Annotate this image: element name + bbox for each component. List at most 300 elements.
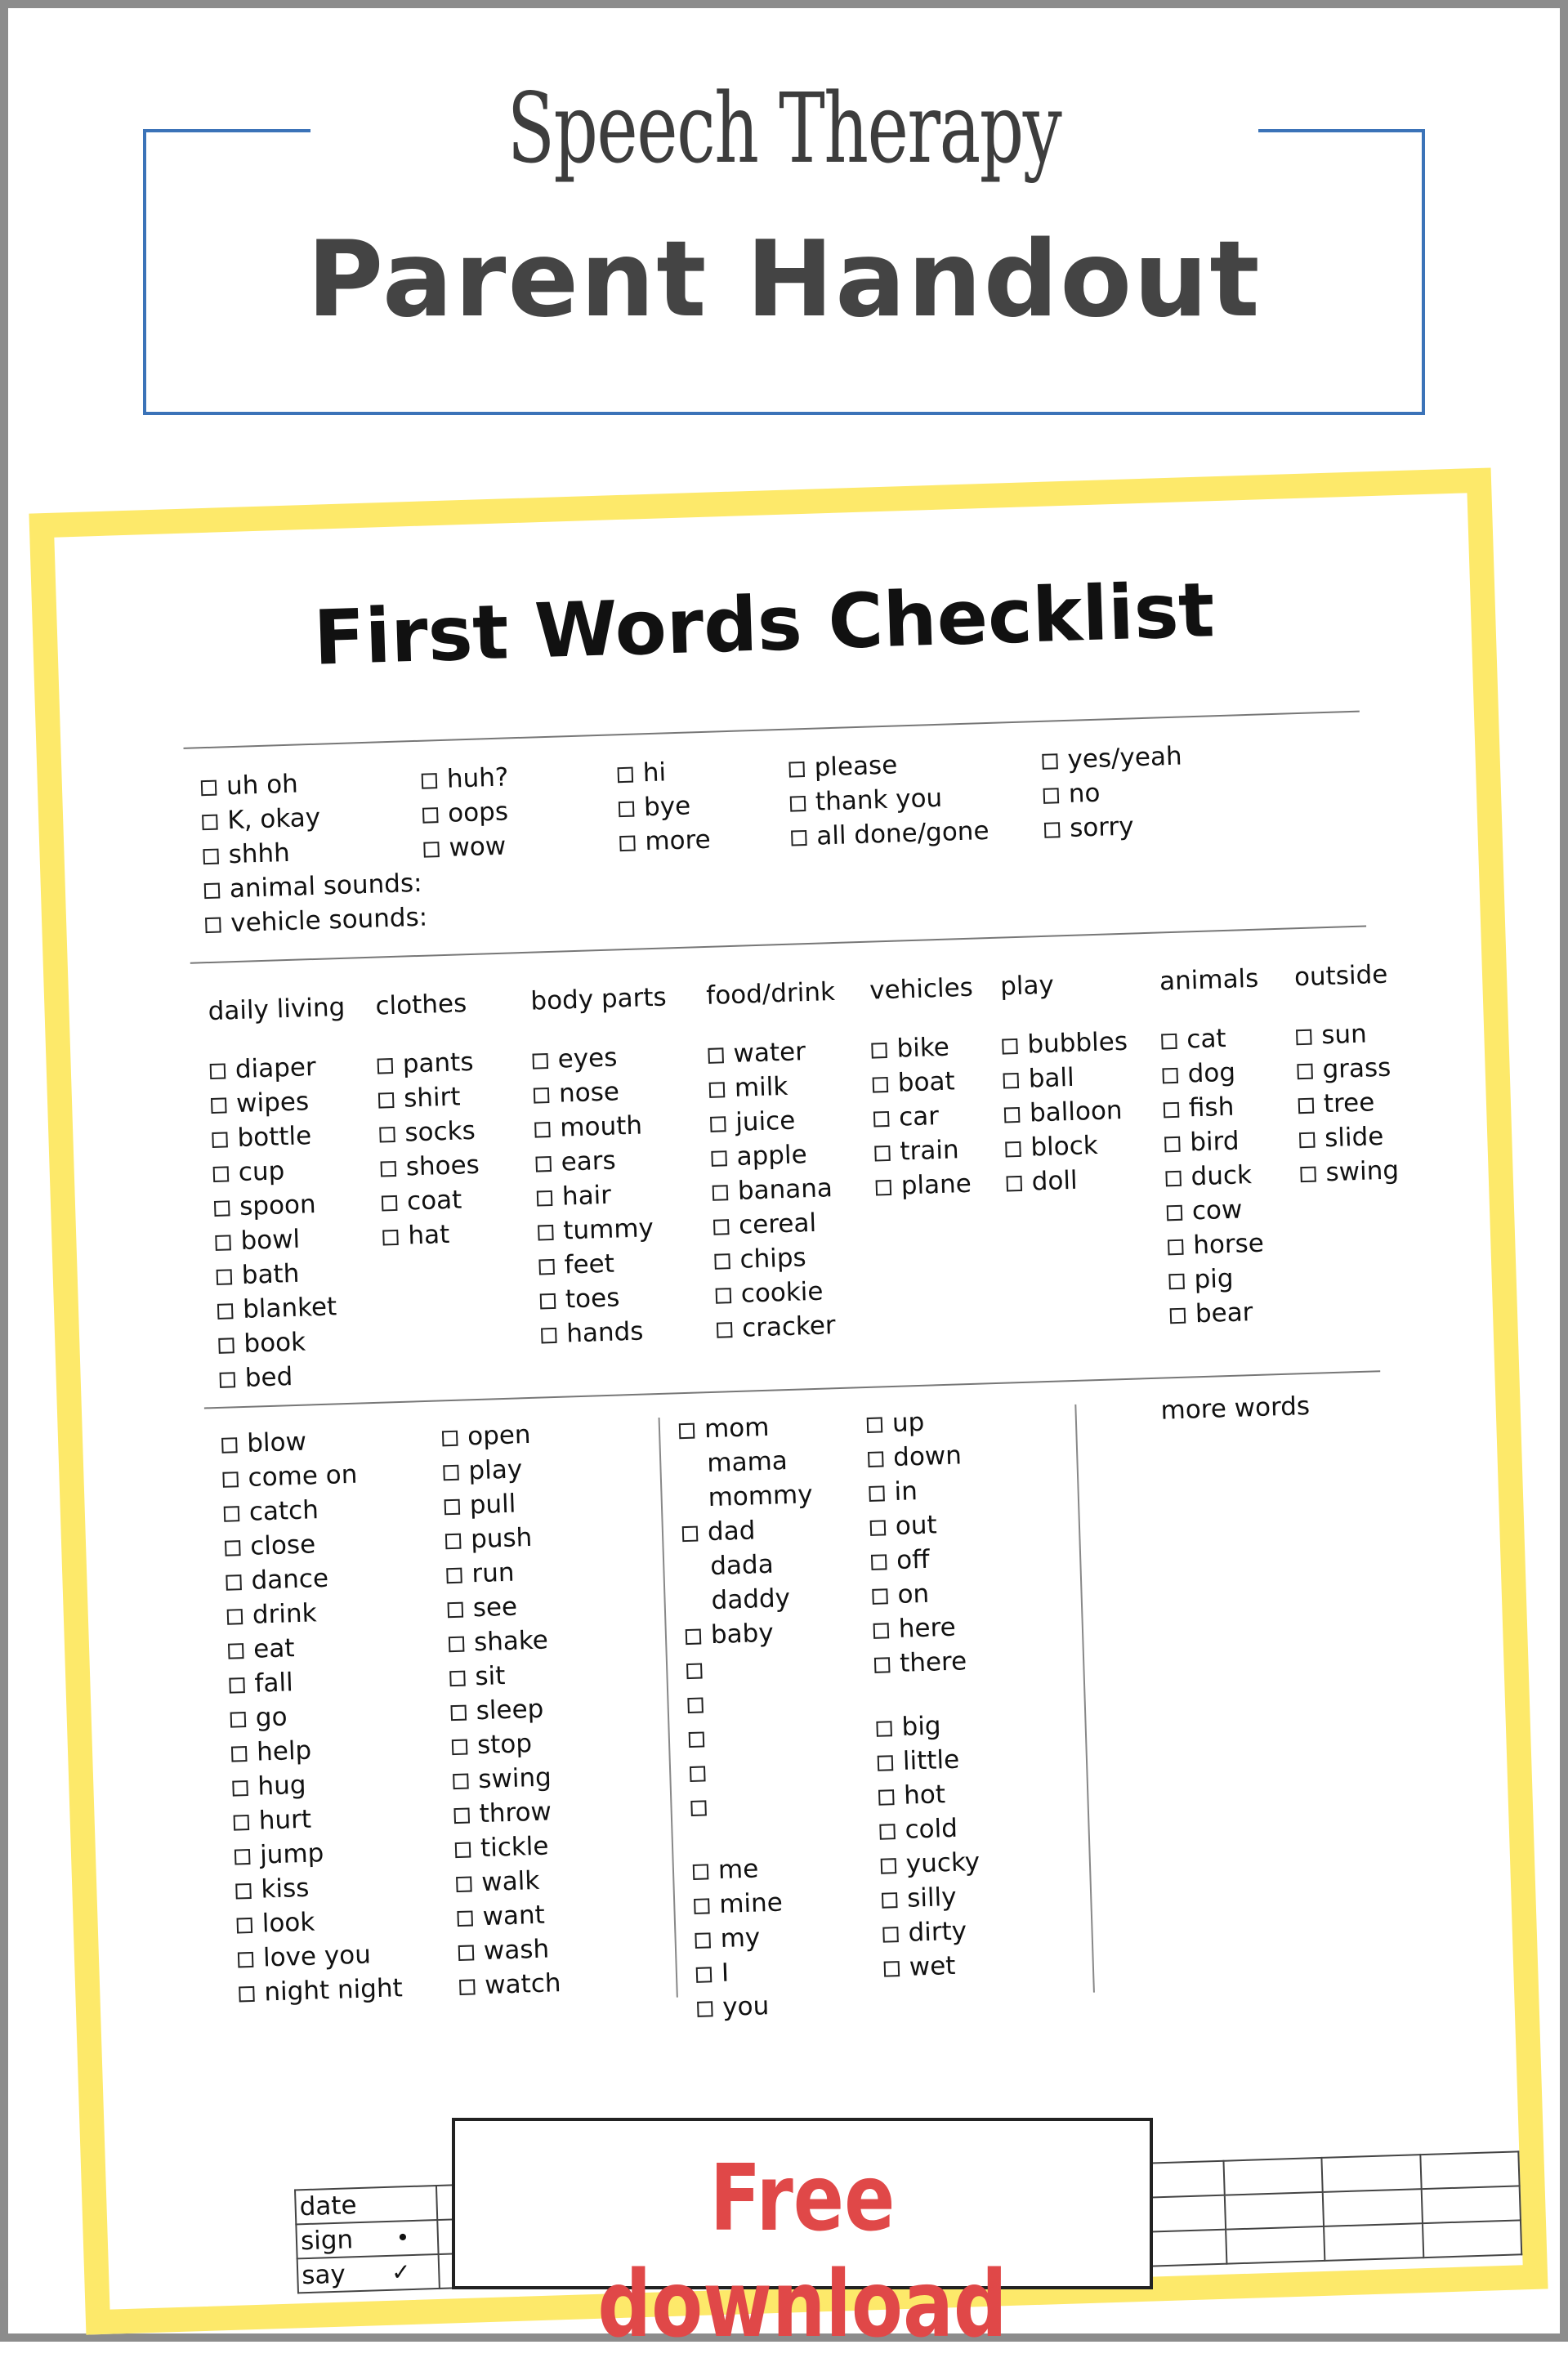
checklist-item: tree: [1298, 1084, 1397, 1122]
checklist-item: please: [788, 745, 987, 786]
checklist-item: eyes: [532, 1038, 668, 1077]
checkbox[interactable]: [456, 1876, 472, 1892]
checklist-item: hot: [878, 1776, 978, 1814]
blank-checkbox-item: [686, 1649, 819, 1687]
checkbox[interactable]: [382, 1230, 399, 1246]
checklist-item: look: [236, 1902, 401, 1941]
category-heading: play: [999, 970, 1055, 1002]
checkbox[interactable]: [378, 1092, 395, 1109]
checkbox[interactable]: [871, 1554, 887, 1570]
tracker-label-sign: sign •: [296, 2220, 439, 2258]
checklist-item: cold: [879, 1811, 979, 1848]
checklist-item: hair: [536, 1176, 672, 1214]
checkbox[interactable]: [218, 1338, 235, 1354]
checklist-item: close: [225, 1525, 390, 1564]
checkbox[interactable]: [538, 1225, 554, 1241]
checkbox[interactable]: [1005, 1141, 1021, 1158]
checklist-item: bear: [1169, 1294, 1269, 1332]
checkbox[interactable]: [422, 807, 439, 824]
checkbox[interactable]: [443, 1465, 459, 1481]
checkbox[interactable]: [220, 1372, 236, 1388]
checklist-item: sun: [1296, 1016, 1396, 1053]
checklist-item: throw: [453, 1794, 556, 1832]
category-play: [1000, 966, 1132, 1200]
checklist-item: car: [873, 1098, 978, 1136]
checkbox[interactable]: [1165, 1171, 1182, 1187]
checklist-item: go: [230, 1696, 395, 1735]
checklist-item: spoon: [214, 1186, 352, 1225]
category-heading: outside: [1293, 959, 1388, 993]
checkbox[interactable]: [442, 1431, 458, 1447]
checkbox[interactable]: [381, 1161, 397, 1177]
checkbox[interactable]: [686, 1629, 702, 1646]
checklist-item: train: [874, 1132, 979, 1170]
checkbox[interactable]: [459, 1979, 476, 1995]
checkbox[interactable]: [211, 1097, 227, 1114]
checkbox[interactable]: [868, 1451, 884, 1467]
checklist-item: run: [446, 1554, 548, 1592]
checklist-item: huh?: [421, 760, 509, 797]
checklist-item: bowl: [215, 1221, 353, 1259]
checkbox[interactable]: [873, 1623, 890, 1639]
checkbox[interactable]: [716, 1288, 732, 1304]
checklist-item: fish: [1163, 1089, 1262, 1127]
checkbox[interactable]: [1168, 1239, 1184, 1256]
checkbox[interactable]: [873, 1077, 889, 1093]
checkbox[interactable]: [228, 1643, 244, 1659]
checklist-item: cup: [212, 1152, 351, 1190]
checkbox[interactable]: [382, 1195, 398, 1212]
checkbox[interactable]: [867, 1417, 883, 1433]
verbs-column-1: [221, 1422, 404, 2011]
checklist-item: pig: [1168, 1261, 1268, 1298]
checklist-item: love you: [237, 1936, 402, 1976]
checkbox[interactable]: [452, 1739, 468, 1756]
checkbox[interactable]: [1004, 1107, 1021, 1123]
category-vehicles: [869, 971, 980, 1204]
category-heading: vehicles: [869, 972, 974, 1006]
checkbox[interactable]: [535, 1156, 552, 1172]
checkbox[interactable]: [445, 1534, 462, 1550]
checkbox[interactable]: [423, 842, 440, 858]
checklist-item: shirt: [377, 1079, 477, 1117]
checkbox[interactable]: [879, 1824, 896, 1840]
checklist-item: jump: [234, 1833, 399, 1873]
checklist-item: bed: [219, 1358, 357, 1396]
checkbox[interactable]: [710, 1116, 726, 1132]
checklist-item: wow: [423, 828, 511, 865]
tracker-cell[interactable]: [1321, 2155, 1421, 2192]
checklist-item: big: [876, 1708, 976, 1745]
checkbox[interactable]: [541, 1328, 557, 1344]
checklist-item: wipes: [211, 1083, 349, 1122]
checkbox[interactable]: [204, 883, 221, 900]
checkbox[interactable]: [448, 1602, 464, 1619]
checkbox[interactable]: [229, 1677, 245, 1694]
social-col-4: [788, 745, 989, 855]
social-col-3: [617, 754, 711, 860]
checkbox[interactable]: [212, 1132, 228, 1148]
checklist-item: duck: [1165, 1158, 1265, 1195]
checklist-item: socks: [379, 1114, 479, 1151]
checklist-item: blanket: [217, 1289, 355, 1328]
blank-checkbox-item: [688, 1717, 820, 1756]
checklist-item: bike: [871, 1029, 976, 1067]
checklist-item: shoes: [380, 1148, 480, 1186]
checklist-item: tickle: [454, 1829, 556, 1866]
checklist-item: shake: [448, 1623, 550, 1660]
checkbox[interactable]: [884, 1961, 900, 1977]
people-pronouns-column: [678, 1409, 829, 2025]
checkbox[interactable]: [870, 1520, 887, 1536]
social-col-2: [421, 760, 511, 865]
checklist-item: pull: [444, 1485, 546, 1523]
checklist-item: fall: [229, 1662, 394, 1701]
checkbox[interactable]: [1170, 1308, 1186, 1324]
checkbox[interactable]: [540, 1293, 556, 1310]
tracker-cell[interactable]: [1224, 2192, 1324, 2230]
checklist-item: water: [708, 1034, 838, 1072]
checkbox[interactable]: [377, 1058, 394, 1074]
checklist-item: wash: [458, 1932, 560, 1969]
checkbox[interactable]: [234, 1815, 250, 1831]
checkbox[interactable]: [695, 1932, 711, 1949]
checkbox[interactable]: [696, 1967, 713, 1983]
checkbox[interactable]: [878, 1755, 894, 1771]
checklist-item: more: [619, 823, 712, 860]
checkbox[interactable]: [446, 1568, 462, 1584]
checkbox[interactable]: [791, 830, 807, 846]
tracker-label-date: date: [295, 2186, 438, 2224]
checkbox[interactable]: [713, 1185, 729, 1201]
checklist-item: bubbles: [1002, 1025, 1128, 1063]
checkbox[interactable]: [225, 1540, 241, 1556]
checkbox[interactable]: [534, 1087, 550, 1104]
checklist-item: hurt: [233, 1799, 398, 1838]
checklist-item: wet: [883, 1948, 983, 1985]
checkbox[interactable]: [714, 1253, 730, 1270]
checklist-item: grass: [1297, 1050, 1396, 1087]
word-variant: mama: [706, 1446, 788, 1479]
checklist-item: swing: [453, 1760, 555, 1798]
checklist-item: yucky: [880, 1845, 980, 1882]
checklist-item: hands: [541, 1313, 677, 1351]
checklist-item: no: [1043, 773, 1183, 811]
checkbox[interactable]: [453, 1808, 470, 1824]
header-subtitle: Speech Therapy: [507, 72, 1061, 185]
checkbox[interactable]: [881, 1858, 897, 1874]
checkbox[interactable]: [232, 1780, 248, 1797]
checkbox[interactable]: [224, 1506, 240, 1522]
checkbox[interactable]: [238, 1952, 254, 1968]
checklist-item: swing: [1300, 1153, 1400, 1190]
checkbox[interactable]: [1164, 1102, 1180, 1119]
checkbox[interactable]: [221, 1437, 238, 1454]
checklist-item: plane: [875, 1167, 980, 1204]
checkbox[interactable]: [1002, 1038, 1018, 1055]
checklist-item: my: [695, 1918, 827, 1957]
checklist-item: mine: [694, 1884, 826, 1923]
blank-checkbox-item: [687, 1683, 820, 1722]
checkmark-icon: ✓: [391, 2258, 412, 2286]
checklist-item: little: [877, 1742, 976, 1780]
checkbox[interactable]: [215, 1235, 231, 1251]
checklist-item: here: [873, 1610, 972, 1647]
checkbox[interactable]: [217, 1269, 233, 1285]
checkbox[interactable]: [213, 1166, 230, 1182]
checkbox[interactable]: [453, 1774, 469, 1790]
checklist-item: ears: [535, 1141, 672, 1180]
checkbox[interactable]: [449, 1637, 465, 1653]
checkbox[interactable]: [618, 767, 634, 784]
checklist-item: coat: [381, 1182, 480, 1220]
checklist-item: oops: [422, 794, 511, 831]
checklist-item: catch: [223, 1490, 388, 1530]
checklist-item: stop: [451, 1726, 553, 1763]
checkbox[interactable]: [210, 1063, 226, 1079]
checkbox[interactable]: [882, 1892, 898, 1909]
checkbox[interactable]: [1298, 1098, 1315, 1114]
more-words-heading: more words: [1160, 1391, 1311, 1426]
category-animals: [1159, 962, 1269, 1333]
tracker-cell[interactable]: [1421, 2186, 1521, 2223]
category-heading: clothes: [375, 989, 467, 1021]
checkbox[interactable]: [1042, 753, 1058, 770]
checkbox[interactable]: [227, 1609, 243, 1625]
checklist-item: yes/yeah: [1042, 739, 1182, 777]
category-heading: food/drink: [705, 976, 836, 1011]
category-heading: daily living: [208, 992, 346, 1027]
category-food-drink: [706, 975, 847, 1346]
checkbox[interactable]: [788, 761, 805, 778]
column-divider: [1074, 1405, 1095, 1993]
checkbox[interactable]: [1162, 1068, 1178, 1084]
checkbox[interactable]: [693, 1864, 709, 1880]
checkbox[interactable]: [708, 1047, 724, 1064]
checklist-item: bottle: [212, 1118, 350, 1156]
checkbox[interactable]: [679, 1423, 695, 1440]
checklist-item: horse: [1168, 1226, 1267, 1264]
checkbox[interactable]: [874, 1146, 891, 1162]
checklist-item: baby: [685, 1614, 817, 1653]
checklist-item: balloon: [1003, 1093, 1130, 1132]
checkbox[interactable]: [713, 1219, 730, 1235]
sign-dot-icon: •: [395, 2224, 410, 2252]
word-variant: mommy: [708, 1480, 814, 1513]
checklist-item: sleep: [450, 1691, 552, 1729]
checkbox[interactable]: [686, 1663, 703, 1679]
checklist-item: on: [872, 1575, 972, 1613]
checklist-item: come on: [222, 1457, 387, 1496]
tracker-cell[interactable]: [1223, 2158, 1323, 2195]
checkbox[interactable]: [697, 2001, 713, 2017]
tracker-cell[interactable]: [1323, 2189, 1423, 2226]
checklist-item: watch: [459, 1966, 561, 2003]
checkbox[interactable]: [1299, 1132, 1316, 1149]
blank-checkbox-item: [690, 1752, 822, 1790]
checkbox[interactable]: [534, 1122, 551, 1138]
checkbox[interactable]: [1296, 1029, 1312, 1046]
checklist-item: dirty: [882, 1914, 982, 1951]
checkbox[interactable]: [201, 780, 217, 797]
checklist-item: see: [447, 1588, 549, 1626]
checkbox[interactable]: [1168, 1274, 1185, 1290]
checklist-item: milk: [708, 1068, 838, 1106]
checkbox[interactable]: [202, 815, 218, 831]
checkbox[interactable]: [231, 1746, 248, 1762]
checkbox[interactable]: [422, 773, 438, 789]
checklist-item: hug: [232, 1765, 397, 1804]
checkbox[interactable]: [235, 1883, 252, 1900]
checkbox[interactable]: [239, 1986, 255, 2003]
checkbox[interactable]: [682, 1526, 699, 1543]
checkbox[interactable]: [876, 1721, 892, 1737]
checklist-item: play: [443, 1451, 545, 1489]
checklist-item: cracker: [717, 1308, 847, 1346]
checklist-item: all done/gone: [791, 814, 989, 855]
checkbox[interactable]: [717, 1322, 733, 1338]
checkbox[interactable]: [444, 1499, 461, 1516]
checklist-item: bath: [216, 1255, 354, 1293]
checkbox[interactable]: [1167, 1205, 1183, 1221]
checkbox[interactable]: [689, 1731, 705, 1748]
checklist-item: shhh: [203, 832, 426, 873]
checklist-item: K, okay: [202, 797, 425, 839]
checkbox[interactable]: [878, 1789, 895, 1806]
checklist-item: out: [869, 1507, 969, 1544]
checkbox[interactable]: [871, 1043, 887, 1059]
checklist-item: silly: [882, 1879, 981, 1917]
locations-descriptors-column: [866, 1404, 983, 1985]
checkbox[interactable]: [222, 1472, 239, 1488]
checklist-item: walk: [456, 1863, 558, 1900]
checkbox[interactable]: [694, 1898, 710, 1914]
checklist-item: down: [868, 1438, 967, 1476]
checklist-item: uh oh: [200, 763, 423, 805]
checkbox[interactable]: [1006, 1176, 1022, 1192]
checklist-item: dad: [681, 1512, 814, 1550]
category-daily-living: [208, 990, 357, 1396]
checkbox[interactable]: [1297, 1064, 1313, 1080]
tracker-cell[interactable]: [1226, 2226, 1325, 2264]
checklist-item: sit: [449, 1657, 552, 1695]
checkbox[interactable]: [690, 1800, 707, 1816]
checklist-item: toes: [539, 1279, 676, 1317]
checkbox[interactable]: [872, 1588, 888, 1605]
checkbox[interactable]: [1043, 788, 1060, 804]
checkbox[interactable]: [237, 1918, 253, 1934]
checklist-item: boat: [872, 1064, 976, 1101]
checklist-item: in: [869, 1472, 968, 1510]
checklist-item: bird: [1164, 1123, 1264, 1161]
checkbox[interactable]: [690, 1766, 706, 1782]
header-title: Parent Handout: [306, 219, 1262, 341]
checklist-item: chips: [714, 1239, 844, 1278]
checklist-item: cow: [1166, 1192, 1266, 1230]
checkbox[interactable]: [790, 796, 806, 812]
checklist-item: eat: [228, 1628, 393, 1667]
checkbox[interactable]: [450, 1705, 467, 1722]
checkbox[interactable]: [876, 1180, 892, 1196]
checkbox[interactable]: [455, 1842, 471, 1858]
checklist-item: juice: [710, 1102, 840, 1141]
tracker-label-say: say ✓: [297, 2254, 440, 2293]
checkbox[interactable]: [1003, 1073, 1020, 1089]
checkbox[interactable]: [1161, 1034, 1177, 1050]
tracker-cell[interactable]: [1324, 2223, 1423, 2261]
checkbox[interactable]: [205, 918, 221, 934]
checkbox[interactable]: [203, 849, 219, 865]
checkbox[interactable]: [1164, 1137, 1181, 1153]
category-body-parts: [530, 980, 677, 1351]
checkbox[interactable]: [226, 1574, 242, 1591]
free-download-label: Free download: [597, 2146, 1007, 2358]
category-outside: [1293, 958, 1399, 1191]
checkbox[interactable]: [457, 1910, 473, 1927]
checklist-item: want: [457, 1897, 559, 1935]
checkbox[interactable]: [214, 1200, 230, 1217]
checkbox[interactable]: [619, 802, 635, 818]
checklist-item: dog: [1162, 1055, 1262, 1092]
checkbox[interactable]: [687, 1697, 704, 1713]
blank-checkbox-item: [690, 1786, 823, 1824]
checkbox[interactable]: [873, 1111, 890, 1128]
checklist-item: kiss: [235, 1868, 400, 1907]
more-words-section: [1160, 1389, 1311, 1453]
checklist-item: cereal: [713, 1205, 843, 1244]
social-col-1: [200, 763, 427, 941]
checkbox[interactable]: [449, 1671, 466, 1687]
checkbox[interactable]: [1044, 822, 1061, 838]
checklist-item: block: [1005, 1128, 1132, 1166]
checklist-item: doll: [1006, 1162, 1132, 1200]
checklist-item: slide: [1299, 1119, 1399, 1156]
free-download-button[interactable]: [452, 2118, 1153, 2358]
checkbox[interactable]: [537, 1190, 553, 1207]
checklist-item: diaper: [209, 1049, 347, 1087]
checkbox[interactable]: [458, 1945, 475, 1961]
checkbox[interactable]: [869, 1485, 885, 1502]
checklist-item: book: [218, 1324, 356, 1362]
checkbox[interactable]: [874, 1657, 891, 1673]
checkbox[interactable]: [217, 1303, 234, 1320]
checkbox[interactable]: [538, 1259, 555, 1275]
checkbox[interactable]: [532, 1053, 548, 1070]
checklist-item: me: [692, 1850, 824, 1888]
checkbox[interactable]: [709, 1082, 726, 1098]
checkbox[interactable]: [711, 1150, 727, 1167]
checklist-item: hi: [617, 754, 709, 791]
checklist-item: I: [695, 1953, 828, 1991]
checkbox[interactable]: [230, 1712, 247, 1728]
checkbox[interactable]: [1300, 1167, 1316, 1183]
checkbox[interactable]: [379, 1127, 395, 1143]
social-col-5: [1042, 739, 1185, 846]
tracker-cell[interactable]: [1420, 2151, 1520, 2189]
tracker-cell[interactable]: [1422, 2220, 1521, 2258]
checklist-item: open: [442, 1417, 544, 1454]
checkbox[interactable]: [882, 1927, 899, 1943]
checklist-item: animal sounds:: [203, 866, 427, 908]
checkbox[interactable]: [619, 836, 636, 852]
checklist-item: help: [231, 1731, 396, 1770]
checklist-item: mom: [678, 1409, 811, 1447]
checklist-item: banana: [712, 1171, 842, 1209]
checklist-item: pants: [377, 1045, 476, 1083]
checklist-item: dance: [226, 1559, 391, 1598]
checkbox[interactable]: [235, 1849, 251, 1865]
checklist-item: mouth: [534, 1107, 671, 1146]
